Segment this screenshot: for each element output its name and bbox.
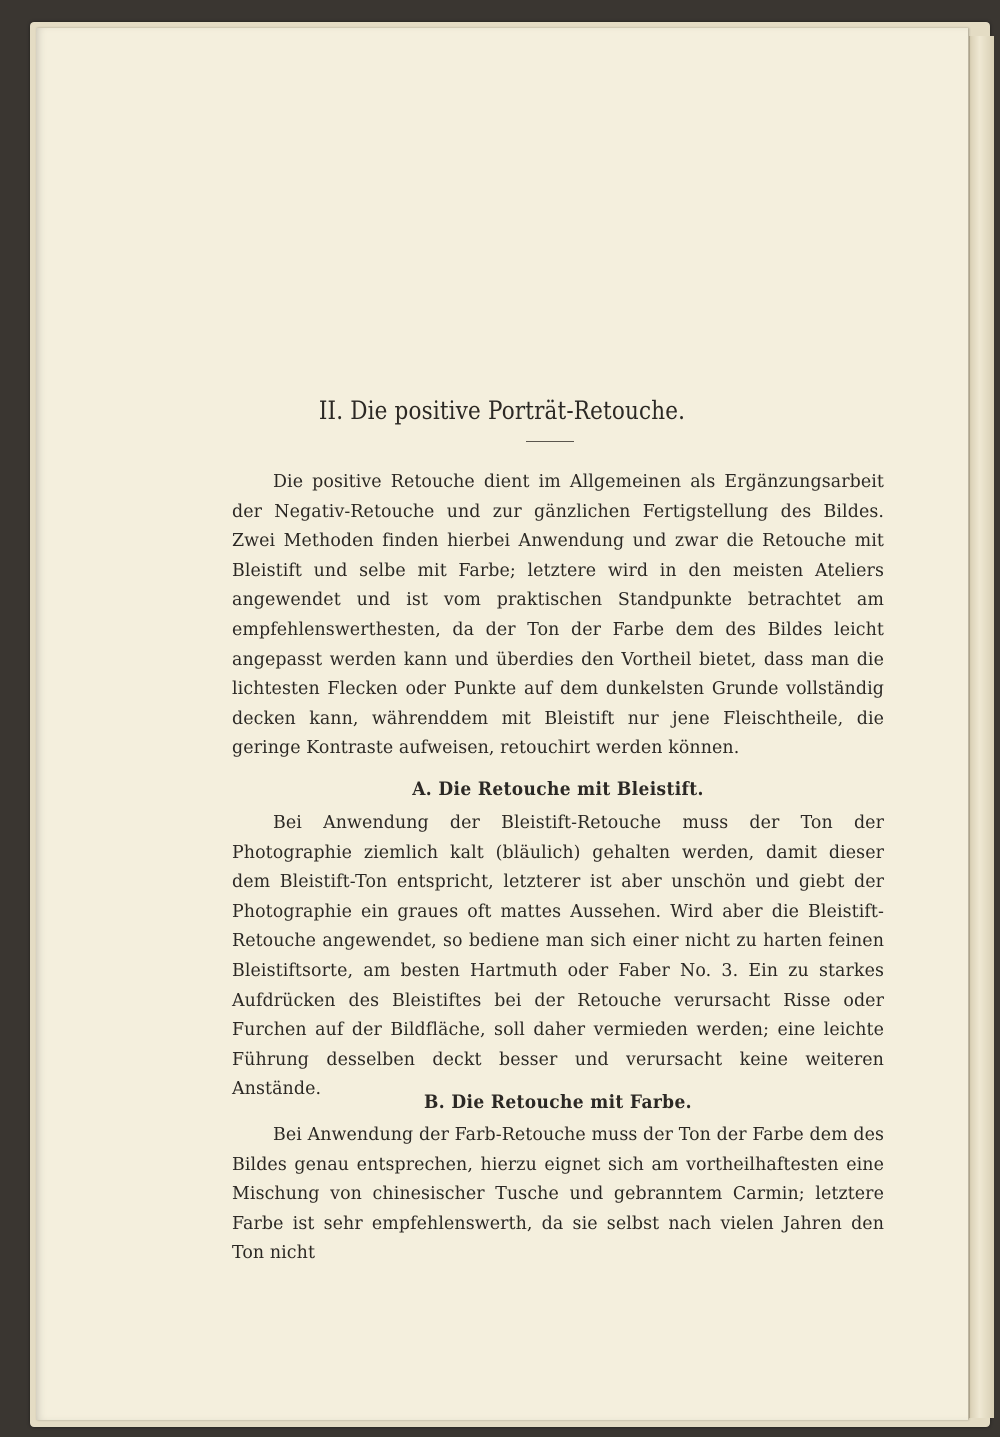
page-title: II. Die positive Porträt-Retouche. [318, 396, 686, 425]
intro-paragraph [232, 468, 884, 764]
document-page [36, 28, 968, 1420]
title-divider [526, 441, 574, 442]
section-a-heading: A. Die Retouche mit Bleistift. [412, 779, 704, 800]
section-b-paragraph-text: Bei Anwendung der Farb-Retouche muss der Ton der Farbe dem des Bildes genau entsprechen, hierzu eignet sich am vortheilhaftesten eine Mischung von chinesischer Tusche und gebranntem Carmin; letztere Farbe ist sehr empfehlenswerth, da sie selbst nach vielen Jahren den Ton nicht [232, 1125, 884, 1264]
section-b-heading: B. Die Retouche mit Farbe. [424, 1092, 692, 1113]
section-a-paragraph-text: Bei Anwendung der Bleistift-Retouche muss der Ton der Photographie ziemlich kalt (bläulich) gehalten werden, damit dieser dem Bleistift-Ton entspricht, letzterer ist aber unschön und giebt der Photographie ein graues oft mattes Aussehen. Wird aber die Bleistift-Retouche angewendet, so bediene man sich einer nicht zu harten feinen Bleistiftsorte, am besten Hartmuth oder Faber No. 3. Ein zu starkes Aufdrücken des Bleistiftes bei der Retouche verursacht Risse oder Furchen auf der Bildfläche, soll daher vermieden werden; eine leichte Führung desselben deckt besser und verursacht keine weiteren Anstände. [232, 813, 884, 1100]
page-stack-edge [969, 36, 994, 1418]
section-b-paragraph [232, 1121, 884, 1269]
intro-paragraph-text: Die positive Retouche dient im Allgemeinen als Ergänzungsarbeit der Negativ-Retouche und zur gänzlichen Fertigstellung des Bildes. Zwei Methoden finden hierbei Anwendung und zwar die Retouche mit Bleistift und selbe mit Farbe; letztere wird in den meisten Ateliers angewendet und ist vom praktischen Standpunkte betrachtet am empfehlenswerthesten, da der Ton der Farbe dem des Bildes leicht angepasst werden kann und überdies den Vortheil bietet, dass man die lichtesten Flecken oder Punkte auf dem dunkelsten Grunde vollständig decken kann, währenddem mit Bleistift nur jene Fleischtheile, die geringe Kontraste aufweisen, retouchirt werden können. [232, 472, 884, 759]
section-a-paragraph [232, 809, 884, 1105]
